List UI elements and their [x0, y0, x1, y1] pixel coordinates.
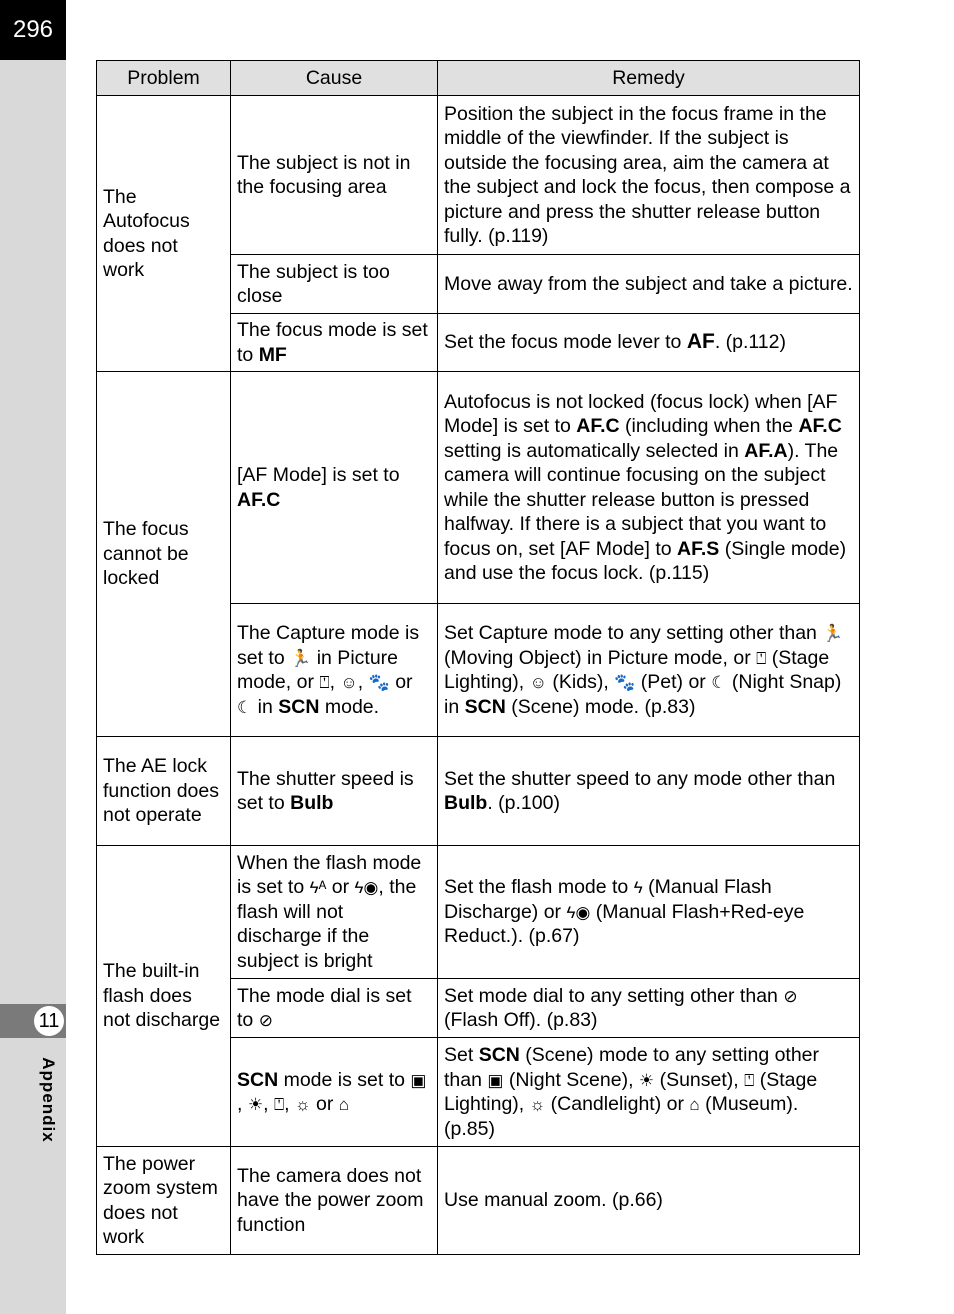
candlelight-icon: ☼ — [294, 1095, 311, 1114]
remedy-cell: Set SCN (Scene) mode to any setting other than ▣ (Night Scene), ☀ (Sunset), ⍞ (Stage Lighting), ☼ (Candlelight) or ⌂ (Museum). (p.85) — [438, 1038, 860, 1147]
cause-cell: The Capture mode is set to 🏃 in Picture mode, or ⍞, ☺, 🐾 or ☾ in SCN mode. — [231, 604, 438, 737]
moving-object-icon: 🏃 — [822, 624, 844, 643]
remedy-cell: Use manual zoom. (p.66) — [438, 1147, 860, 1255]
flash-auto-icon: ϟᴬ — [309, 878, 327, 898]
scn-icon: SCN — [237, 1068, 279, 1091]
flash-auto-redeye-icon: ϟ◉ — [354, 878, 379, 898]
problem-cell: The built-in flash does not discharge — [97, 846, 231, 1147]
pet-icon: 🐾 — [368, 673, 390, 692]
remedy-cell: Set the flash mode to ϟ (Manual Flash Discharge) or ϟ◉ (Manual Flash+Red-eye Reduct.). (p.67) — [438, 846, 860, 979]
scn-icon: SCN — [464, 695, 506, 718]
troubleshooting-table — [96, 60, 860, 1255]
museum-icon: ⌂ — [689, 1095, 700, 1114]
night-scene-icon: ▣ — [410, 1070, 427, 1090]
remedy-cell: Set the shutter speed to any mode other than Bulb. (p.100) — [438, 737, 860, 846]
problem-cell: The AE lock function does not operate — [97, 737, 231, 846]
table-header-row — [97, 61, 860, 96]
problem-cell: The power zoom system does not work — [97, 1147, 231, 1255]
cause-cell: The camera does not have the power zoom function — [231, 1147, 438, 1255]
kids-icon: ☺ — [529, 673, 547, 692]
night-snap-icon: ☾ — [711, 673, 727, 692]
remedy-cell: Move away from the subject and take a picture. — [438, 255, 860, 314]
table-row — [97, 1147, 860, 1255]
remedy-cell: Set Capture mode to any setting other than 🏃 (Moving Object) in Picture mode, or ⍞ (Stage Lighting), ☺ (Kids), 🐾 (Pet) or ☾ (Night Snap) in SCN (Scene) mode. (p.83) — [438, 604, 860, 737]
problem-cell: The Autofocus does not work — [97, 96, 231, 372]
chapter-number: 11 — [34, 1006, 64, 1036]
chapter-label: Appendix — [39, 1057, 58, 1143]
table-row — [97, 96, 860, 255]
remedy-cell: Autofocus is not locked (focus lock) when [AF Mode] is set to AF.C (including when the AF.C setting is automatically selected in AF.A). The camera will continue focusing on the subject while the shutter release button is pressed halfway. If there is a subject that you want to focus on, set [AF Mode] to AF.S (Single mode) and use the focus lock. (p.115) — [438, 372, 860, 604]
remedy-cell: Position the subject in the focus frame in the middle of the viewfinder. If the subject is outside the focusing area, aim the camera at the subject and lock the focus, then compose a picture and press the shutter release button fully. (p.119) — [438, 96, 860, 255]
remedy-cell: Set the focus mode lever to AF. (p.112) — [438, 314, 860, 372]
remedy-cell: Set mode dial to any setting other than ⊘ (Flash Off). (p.83) — [438, 979, 860, 1038]
kids-icon: ☺ — [340, 673, 358, 692]
stage-lighting-icon: ⍞ — [319, 673, 330, 692]
cause-cell: The subject is not in the focusing area — [231, 96, 438, 255]
cause-cell: SCN mode is set to ▣, ☀, ⍞, ☼ or ⌂ — [231, 1038, 438, 1147]
night-scene-icon: ▣ — [487, 1070, 504, 1090]
scn-icon: SCN — [478, 1044, 520, 1066]
scn-icon: SCN — [278, 695, 320, 718]
header-problem: Problem — [97, 61, 231, 96]
table-row — [97, 737, 860, 846]
table-row — [97, 846, 860, 979]
museum-icon: ⌂ — [338, 1095, 350, 1114]
stage-lighting-icon: ⍞ — [756, 648, 767, 668]
stage-lighting-icon: ⍞ — [273, 1095, 285, 1114]
flash-off-icon: ⊘ — [258, 1011, 273, 1030]
problem-cell: The focus cannot be locked — [97, 372, 231, 737]
header-remedy: Remedy — [438, 61, 860, 96]
cause-cell: [AF Mode] is set to AF.C — [231, 372, 438, 604]
stage-lighting-icon: ⍞ — [744, 1070, 755, 1090]
cause-cell: The subject is too close — [231, 255, 438, 314]
cause-cell: When the flash mode is set to ϟᴬ or ϟ◉, the flash will not discharge if the subject is bright — [231, 846, 438, 979]
sunset-icon: ☀ — [247, 1095, 264, 1114]
cause-cell: The mode dial is set to ⊘ — [231, 979, 438, 1038]
candlelight-icon: ☼ — [529, 1095, 546, 1114]
sunset-icon: ☀ — [638, 1070, 655, 1090]
header-cause: Cause — [231, 61, 438, 96]
cause-cell: The focus mode is set to MF — [231, 314, 438, 372]
page-number: 296 — [0, 0, 66, 60]
flash-off-icon: ⊘ — [783, 986, 798, 1006]
cause-cell: The shutter speed is set to Bulb — [231, 737, 438, 846]
flash-on-icon: ϟ — [633, 878, 643, 898]
night-snap-icon: ☾ — [237, 697, 253, 717]
flash-on-redeye-icon: ϟ◉ — [566, 902, 591, 922]
pet-icon: 🐾 — [614, 673, 636, 692]
moving-object-icon: 🏃 — [290, 648, 312, 668]
table-row — [97, 372, 860, 604]
